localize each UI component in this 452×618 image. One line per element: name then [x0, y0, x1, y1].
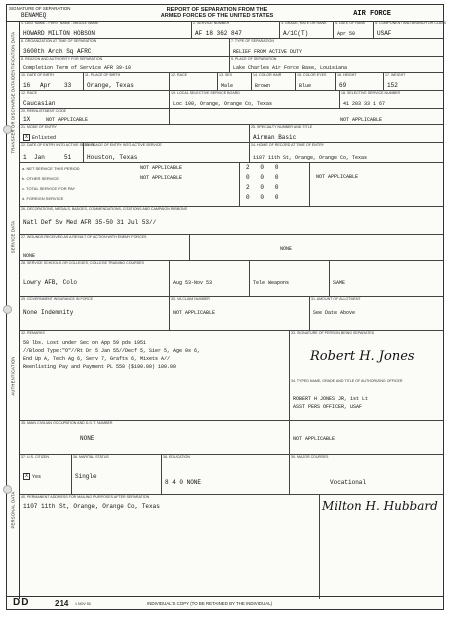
- row-birth: [20, 73, 443, 91]
- decorations-cell: 26. DECORATIONS, MEDALS, BADGES, COMMENDATIONS, CITATIONS AND CAMPAIGN RIBBONS Natl Def Sv Med AFR 35-50 31 Jul 53//: [21, 207, 187, 226]
- reenlistment-cell: 20. REENLISTMENT CODE 1X NOT APPLICABLE: [20, 109, 170, 124]
- side-label-remarks: AUTHENTICATION: [7, 331, 20, 421]
- wounds-cell: 27. WOUNDS RECEIVED AS A RESULT OF ACTION WITH ENEMY FORCES NONE: [20, 235, 190, 260]
- major-courses-cell: 39. MAJOR COURSES Vocational: [291, 455, 367, 486]
- component-value: USAF: [377, 30, 392, 37]
- education-cell: 38. EDUCATION 8 4 0 NONE: [162, 455, 290, 494]
- row-organization: [20, 39, 443, 57]
- wounds-note-cell: [190, 235, 443, 260]
- school-dates-value: Aug 53-Nov 53: [173, 280, 213, 286]
- marital-cell: 36. MARITAL STATUS Single: [72, 455, 162, 494]
- race-value: Caucasian: [23, 100, 56, 107]
- reason-value: Completion Term of Service AFR 39-10: [23, 65, 132, 71]
- allotment-value: See Date Above: [313, 310, 356, 316]
- officer-name: ROBERT H JONES JR, 1st Lt: [293, 396, 369, 402]
- date-entry-year: 51: [64, 154, 72, 161]
- selective-number-value: 41 203 33 1 67: [343, 101, 386, 107]
- mode-entry-value: X Enlisted: [24, 134, 57, 141]
- citizen-cell: 37. U.S. CITIZEN X Yes: [20, 455, 72, 494]
- service-time-labels: a. NET SERVICE THIS PERIOD b. OTHER SERVICE c. TOTAL SERVICE FOR PAY d. FOREIGN SERVICE NOT APPLICABLE NOT APPLICABLE: [20, 163, 240, 206]
- pob-cell: 11. PLACE OF BIRTH Orange, Texas: [84, 73, 170, 90]
- row-wounds: [20, 235, 443, 261]
- side-label-service: SERVICE DATA: [7, 143, 20, 331]
- selective-number-cell: 18. SELECTIVE SERVICE NUMBER 41 203 33 1 67: [341, 91, 401, 107]
- insurance-cell: 29. GOVERNMENT INSURANCE IN FORCE None Indemnity: [20, 297, 170, 330]
- eyes-cell: 15. COLOR EYES Blue: [296, 73, 336, 90]
- decorations-value: Natl Def Sv Med AFR 35-50 31 Jul 53//: [23, 219, 157, 226]
- sex-cell: 13. SEX Male: [218, 73, 252, 90]
- top-name: BENAMEQ: [21, 12, 47, 19]
- va-claim-cell: 30. VA CLAIM NUMBER NOT APPLICABLE: [170, 297, 310, 330]
- school-dates-cell: [170, 261, 250, 296]
- weight-cell: 17. WEIGHT 152: [385, 73, 406, 89]
- home-record-cell: 24. HOME OF RECORD AT TIME OF ENTRY 1107 11th St, Orange, Orange Co, Texas: [251, 143, 368, 161]
- branch: AIR FORCE: [353, 10, 391, 18]
- permanent-address-cell: 40. PERMANENT ADDRESS FOR MAILING PURPOSES AFTER SEPARATION 1107 11th St, Orange, Orange Co, Texas: [20, 495, 320, 599]
- name-value: HOWARD MILTON HOBSON: [23, 30, 96, 37]
- na-net: NOT APPLICABLE: [140, 165, 183, 171]
- specialty-cell: 25. SPECIALTY NUMBER AND TITLE Airman Basic: [251, 125, 313, 141]
- row-marital: [20, 455, 443, 495]
- school-grade-value: SAME: [333, 280, 346, 286]
- allotment-cell: 31. AMOUNT OF ALLOTMENT See Date Above: [311, 297, 361, 316]
- row-decorations: [20, 207, 443, 235]
- row-name: [20, 21, 447, 39]
- date-entry-cell: 22. DATE OF ENTRY INTO ACTIVE SERVICE 1 Jan 51: [21, 143, 96, 161]
- height-value: 69: [339, 82, 347, 89]
- row-selective: [20, 91, 443, 109]
- mode-entry-cell: 21. MODE OF ENTRY X Enlisted: [20, 125, 250, 142]
- place-entry-value: Houston, Texas: [87, 154, 138, 161]
- place-entry-cell: 23. PLACE OF ENTRY INTO ACTIVE SERVICE Houston, Texas: [84, 143, 250, 162]
- separation-type-value: RELIEF FROM ACTIVE DUTY: [233, 49, 303, 55]
- reenlistment-code: 1X: [23, 116, 31, 123]
- name-cell: 1. LAST NAME - FIRST NAME - MIDDLE NAME HOWARD MILTON HOBSON: [20, 21, 192, 38]
- remarks-cell: 32. REMARKS 50 lbs. Lost under Sec on App 59 pds 1951 //Blood Type:"O"//Rt Dr 5 Jan 55//Decf 5, Sier 5, Age 0s 6, End Up A, Tech Ag 6, Serv 7, Grafts 6, Mixets A// Reenlisting Pay and Payment PL 550 ($190.00) 100.00: [20, 331, 290, 420]
- copy-note: INDIVIDUAL'S COPY (TO BE RETAINED BY THE INDIVIDUAL): [147, 601, 273, 606]
- civil-occupation-value: NONE: [80, 435, 95, 442]
- height-cell: 16. HEIGHT 69: [336, 73, 384, 90]
- home-record-value: 1107 11th St, Orange, Orange Co, Texas: [253, 155, 368, 161]
- organization-cell: 6. ORGANIZATION AT TIME OF SEPARATION 3600th Arch Sq AFRC: [20, 39, 230, 56]
- reenlistment-na: NOT APPLICABLE: [46, 117, 89, 123]
- member-signature: Robert H. Jones: [310, 349, 415, 364]
- race-cell: 12. RACE: [170, 73, 218, 90]
- civil-na-cell: [290, 421, 443, 454]
- grade-value: A/1C(T): [283, 30, 309, 37]
- service-number-cell: 2. SERVICE NUMBER AF 18 362 847: [192, 21, 280, 38]
- form-footer: [7, 596, 443, 609]
- date-rank-value: Apr 50: [337, 31, 356, 37]
- civil-na: NOT APPLICABLE: [293, 436, 336, 442]
- civil-occupation-cell: 35. MAIN CIVILIAN OCCUPATION AND D.O.T. NUMBER NONE: [20, 421, 290, 454]
- separation-type-cell: 7. TYPE OF SEPARATION RELIEF FROM ACTIVE DUTY: [231, 39, 303, 55]
- signature-caption: SIGNATURE OF SEPARATION: [9, 6, 71, 11]
- row-remarks: [20, 331, 443, 421]
- organization-value: 3600th Arch Sq AFRC: [23, 48, 92, 55]
- date-entry-month: Jan: [34, 154, 45, 161]
- hair-cell: 14. COLOR HAIR Brown: [252, 73, 296, 90]
- school-cell: 28. SERVICE SCHOOLS OR COLLEGES, COLLEGE TRAINING COURSES Lowry AFB, Colo: [20, 261, 170, 296]
- school-course-cell: [250, 261, 330, 296]
- local-board-value: Loc 100, Orange, Orange Co, Texas: [173, 101, 273, 107]
- officer-title: ASST PERS OFFICER, USAF: [293, 404, 363, 410]
- specialty-value: Airman Basic: [253, 134, 297, 141]
- dd-mark: DD: [13, 597, 30, 608]
- row-service-schools: [20, 261, 443, 297]
- service-number-value: AF 18 362 847: [195, 30, 242, 37]
- hair-value: Brown: [255, 83, 271, 89]
- wounds-value: NONE: [23, 253, 36, 259]
- form-number: 214: [55, 599, 69, 608]
- date-entry-day: 1: [23, 154, 27, 161]
- form-header: [7, 5, 443, 22]
- race-value-cell: 12. RACE Caucasian: [20, 91, 170, 108]
- component-cell: 5. COMPONENT AND BRANCH OR CLASS USAF: [375, 21, 447, 37]
- signature-cell: 33. SIGNATURE OF PERSON BEING SEPARATED Robert H. Jones 34. TYPED NAME, GRADE AND TITLE OF AUTHORIZING OFFICER ROBERT H JONES JR, 1st Lt ASST PERS OFFICER, USAF: [291, 331, 415, 410]
- weight-value: 152: [387, 82, 398, 89]
- school-grade-cell: [330, 261, 443, 296]
- school-course-value: Tele Weapons: [253, 280, 290, 286]
- side-label-transfer: TRANSFER OR DISCHARGE DATA: [7, 91, 20, 143]
- reason-cell: 8. REASON AND AUTHORITY FOR SEPARATION Completion Term of Service AFR 39-10: [20, 57, 230, 72]
- va-claim-value: NOT APPLICABLE: [173, 310, 216, 316]
- marital-value: Single: [75, 473, 97, 480]
- local-board-cell: 19. LOCAL SELECTIVE SERVICE BOARD Loc 100, Orange, Orange Co, Texas: [170, 91, 340, 108]
- side-label-identification: IDENTIFICATION DATA: [7, 21, 20, 91]
- place-separation-value: Lake Charles Air Force Base, Louisiana: [233, 65, 348, 71]
- citizen-value: X Yes: [24, 473, 42, 480]
- title-line-1: REPORT OF SEPARATION FROM THE: [166, 7, 268, 13]
- reserve-obligation-cell: [170, 109, 443, 124]
- dob-month: Apr: [40, 82, 51, 89]
- row-mode-entry: [20, 125, 443, 143]
- row-entry: [20, 143, 443, 163]
- pob-value: Orange, Texas: [87, 82, 134, 89]
- grade-cell: 3. GRADE, RATE OR RANK A/1C(T): [280, 21, 334, 38]
- title-line-2: ARMED FORCES OF THE UNITED STATES: [160, 13, 274, 19]
- place-separation-cell: 9. PLACE OF SEPARATION Lake Charles Air Force Base, Louisiana: [231, 57, 348, 71]
- reserve-na: NOT APPLICABLE: [340, 117, 383, 123]
- row-insurance: [20, 297, 443, 331]
- form-title: [132, 7, 302, 19]
- permanent-address-value: 1107 11th St, Orange, Orange Co, Texas: [23, 503, 160, 510]
- insurance-value: None Indemnity: [23, 309, 74, 316]
- education-value: 8 4 0 NONE: [165, 479, 202, 486]
- school-value: Lowry AFB, Colo: [23, 279, 78, 286]
- row-reenlistment: [20, 109, 443, 125]
- eyes-value: Blue: [299, 83, 312, 89]
- remarks-text: 50 lbs. Lost under Sec on App 59 pds 1951 //Blood Type:"O"//Rt Dr 5 Jan 55//Decf 5, Sier 5, Age 0s 6, End Up A, Tech Ag 6, Serv 7, Grafts 6, Mixets A// Reenlisting Pay and Payment PL 550 ($190.00) 100.00: [23, 340, 201, 370]
- dob-cell: 10. DATE OF BIRTH 16 Apr 33: [20, 73, 84, 90]
- date-rank-cell: 4. DATE OF RANK Apr 50: [334, 21, 374, 38]
- side-label-personal: PERSONAL DATA: [7, 421, 20, 599]
- service-time-extra: NOT APPLICABLE: [316, 174, 359, 180]
- wounds-note: NONE: [280, 246, 293, 252]
- major-courses-value: Vocational: [330, 479, 367, 486]
- final-signature: Milton H. Hubbard: [322, 499, 438, 513]
- row-reason: [20, 57, 443, 73]
- dob-year: 33: [64, 82, 72, 89]
- service-time-values: 2 0 0 0 0 0 2 0 0 0 0 0: [240, 163, 310, 206]
- row-permanent-address: [20, 495, 443, 599]
- dob-day: 16: [23, 82, 31, 89]
- na-other: NOT APPLICABLE: [140, 175, 183, 181]
- form-edition: 1 NOV 50: [75, 602, 91, 606]
- dd214-form: [6, 4, 447, 610]
- sex-value: Male: [221, 83, 234, 89]
- row-civil-occupation: [20, 421, 443, 455]
- row-service-time: [20, 163, 443, 207]
- final-signature-cell: [320, 495, 443, 599]
